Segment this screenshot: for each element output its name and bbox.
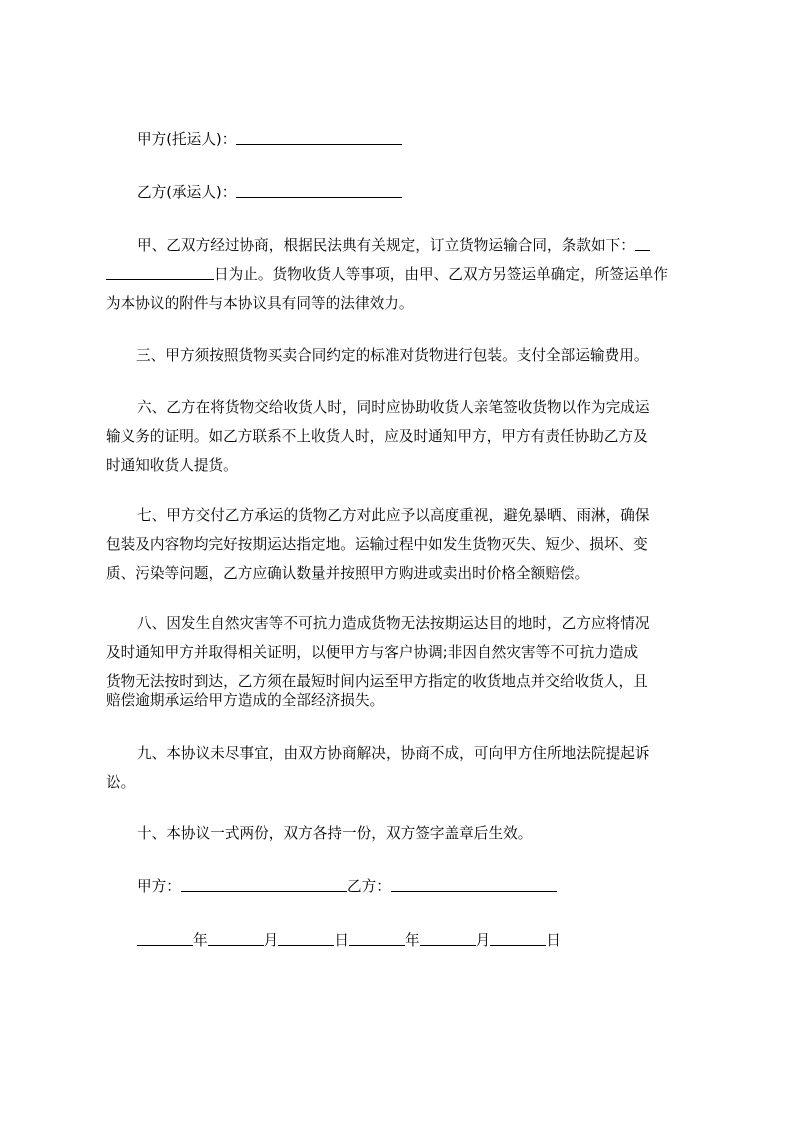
clause-6-text-3: 时通知收货人提货。 [106,457,238,474]
date-year-1-label: 年 [193,932,208,949]
clause-9-text-1: 九、本协议未尽事宜，由双方协商解决，协商不成，可向甲方住所地法院提起诉 [137,745,650,762]
clause-7-text-3: 质、污染等问题，乙方应确认数量并按照甲方购进或卖出时价格全额赔偿。 [106,565,590,582]
clause-6-line-3 [106,455,238,477]
clause-7-text-1: 七、甲方交付乙方承运的货物乙方对此应予以高度重视，避免暴晒、雨淋，确保 [137,507,650,524]
clause-7-line-1 [137,505,650,527]
clause-9-line-1 [137,743,650,765]
clause-10-text-1: 十、本协议一式两份，双方各持一份，双方签字盖章后生效。 [137,825,533,842]
date-year-1-blank[interactable] [137,930,193,946]
intro-blank-a[interactable] [635,235,650,251]
intro-text-2: 日为止。货物收货人等事项，由甲、乙双方另签运单确定，所签运单作 [214,266,668,283]
date-year-2-blank[interactable] [349,930,405,946]
party-a-line [137,129,402,151]
clause-8-text-1: 八、因发生自然灾害等不可抗力造成货物无法按期运达目的地时，乙方应将情况 [137,615,650,632]
date-month-2-label: 月 [475,932,491,949]
party-a-blank[interactable] [236,129,402,145]
date-month-2-blank[interactable] [420,930,476,946]
clause-6-line-2 [106,426,648,448]
clause-10-line-1 [137,823,532,845]
clause-8-line-2 [106,642,638,664]
clause-8-text-3: 货物无法按时到达，乙方须在最短时间内运至甲方指定的收货地点并交给收货人，且 [106,673,648,690]
intro-text-1: 甲、乙双方经过协商，根据民法典有关规定，订立货物运输合同，条款如下： [137,237,635,254]
intro-blank-b[interactable] [106,264,214,280]
date-day-1-blank[interactable] [278,930,334,946]
clause-8-text-4: 赔偿逾期承运给甲方造成的全部经济损失。 [106,692,385,709]
signature-party-a-label: 甲方： [137,878,181,895]
clause-8-line-4 [106,690,384,712]
date-day-1-label: 日 [334,932,349,949]
clause-9-text-2: 讼。 [106,774,136,791]
intro-line-3 [106,293,414,315]
clause-3-line-1 [136,345,649,367]
date-month-1-blank[interactable] [208,930,264,946]
signature-party-b-blank[interactable] [391,876,557,892]
intro-text-3: 为本协议的附件与本协议具有同等的法律效力。 [106,295,414,312]
party-b-label: 乙方(承运人)： [137,184,237,201]
clause-7-line-2 [106,534,648,556]
signature-party-b-label: 乙方： [346,878,391,895]
clause-6-text-1: 六、乙方在将货物交给收货人时，同时应协助收货人亲笔签收货物以作为完成运 [137,399,650,416]
clause-6-line-1 [137,397,650,419]
party-b-blank[interactable] [236,182,402,198]
intro-line-1 [137,235,650,257]
date-month-1-label: 月 [263,932,279,949]
clause-8-line-1 [137,613,650,635]
clause-3-text-1: 三、甲方须按照货物买卖合同约定的标准对货物进行包装。支付全部运输费用。 [136,347,649,364]
party-a-label: 甲方(托运人)： [137,131,237,148]
clause-9-line-2 [106,772,135,794]
party-b-line [137,182,402,204]
clause-8-text-2: 及时通知甲方并取得相关证明，以便甲方与客户协调;非因自然灾害等不可抗力造成 [106,644,639,661]
clause-7-text-2: 包装及内容物均完好按期运达指定地。运输过程中如发生货物灭失、短少、损坏、变 [106,536,648,553]
clause-6-text-2: 输义务的证明。如乙方联系不上收货人时，应及时通知甲方，甲方有责任协助乙方及 [106,428,648,445]
date-year-2-label: 年 [404,932,420,949]
signature-party-a-blank[interactable] [181,876,347,892]
date-day-2-blank[interactable] [490,930,546,946]
signature-line [137,876,557,898]
clause-7-line-3 [106,563,589,585]
intro-line-2 [106,264,668,286]
date-day-2-label: 日 [546,932,561,949]
date-line [137,930,561,952]
